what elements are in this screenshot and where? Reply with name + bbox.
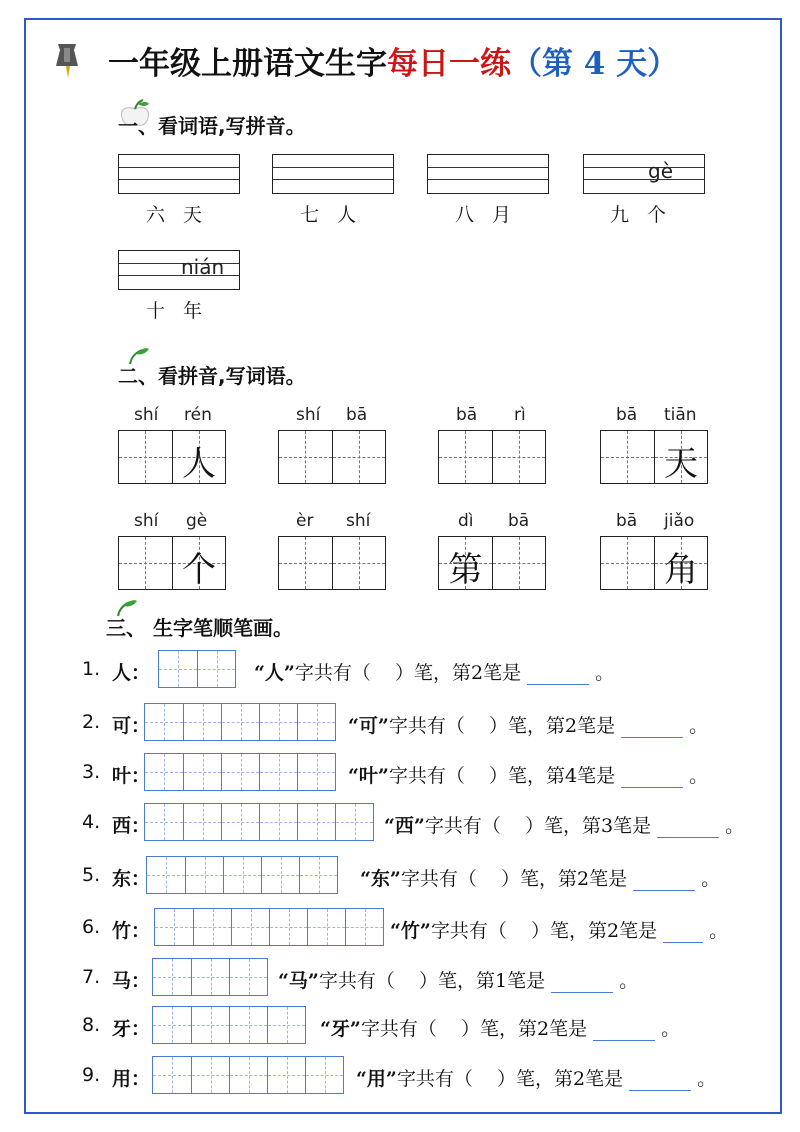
title-daily: 每日一练	[387, 46, 511, 82]
question-part1: 字共有（	[424, 815, 501, 837]
tianzige-pair-4[interactable]	[600, 430, 708, 484]
question-text	[348, 761, 708, 788]
question-part1: 字共有（	[400, 868, 477, 890]
pinyin-answer: gè	[648, 159, 673, 183]
pinyin-label: shí	[134, 405, 159, 425]
question-part2: ）笔，第4笔是	[489, 765, 616, 787]
question-part2: ）笔，第2笔是	[497, 1068, 624, 1090]
question-part1: 字共有（	[430, 920, 507, 942]
pinyin-label: shí	[346, 511, 371, 531]
pinyin-label: èr	[296, 511, 314, 531]
row-char: 西：	[112, 815, 151, 837]
question-end: 。	[709, 920, 729, 942]
row-char: 马：	[112, 970, 151, 992]
question-part2: ）笔，第2笔是	[395, 662, 522, 684]
question-end: 。	[689, 765, 709, 787]
pinyin-label: jiǎo	[664, 511, 695, 531]
quoted-char: “人”	[254, 662, 295, 684]
question-part2: ）笔，第1笔是	[419, 970, 546, 992]
row-number: 8.	[82, 1014, 101, 1036]
question-end: 。	[725, 815, 745, 837]
question-text	[278, 966, 638, 993]
pushpin-icon	[50, 40, 86, 80]
question-part1: 字共有（	[388, 715, 465, 737]
question-part2: ）笔，第2笔是	[489, 715, 616, 737]
question-part2: ）笔，第2笔是	[501, 868, 628, 890]
given-char: 第	[448, 550, 483, 590]
quoted-char: “可”	[348, 715, 389, 737]
tianzige-pair-5[interactable]	[118, 536, 226, 590]
page-title	[108, 38, 678, 83]
row-char: 叶：	[112, 765, 151, 787]
word-label: 七人	[300, 204, 375, 226]
answer-blank[interactable]	[621, 769, 683, 788]
pinyin-box-1[interactable]	[118, 154, 240, 194]
row-char: 竹：	[112, 920, 151, 942]
question-part2: ）笔，第2笔是	[531, 920, 658, 942]
question-text	[348, 711, 708, 738]
row-number: 2.	[82, 711, 101, 733]
answer-blank[interactable]	[551, 974, 613, 993]
pinyin-label: shí	[296, 405, 321, 425]
pinyin-label: bā	[616, 511, 638, 531]
section2-heading: 二、看拼音,写词语。	[118, 364, 306, 388]
question-part1: 字共有（	[396, 1068, 473, 1090]
row-number: 1.	[82, 658, 101, 680]
answer-blank[interactable]	[657, 819, 719, 838]
question-part1: 字共有（	[318, 970, 395, 992]
pinyin-label: bā	[346, 405, 368, 425]
pinyin-label: bā	[456, 405, 478, 425]
question-end: 。	[689, 715, 709, 737]
pinyin-label: rì	[514, 405, 526, 425]
pinyin-box-4[interactable]	[583, 154, 705, 194]
row-number: 3.	[82, 761, 101, 783]
word-label: 九个	[610, 204, 685, 226]
pinyin-label: bā	[616, 405, 638, 425]
stroke-grid[interactable]	[144, 803, 374, 841]
question-end: 。	[701, 868, 721, 890]
question-part2: ）笔，第3笔是	[525, 815, 652, 837]
pinyin-label: bā	[508, 511, 530, 531]
pinyin-box-3[interactable]	[427, 154, 549, 194]
question-end: 。	[661, 1018, 681, 1040]
section1-heading: 一、看词语,写拼音。	[118, 114, 306, 138]
pinyin-label: shí	[134, 511, 159, 531]
tianzige-pair-6[interactable]	[278, 536, 386, 590]
answer-blank[interactable]	[633, 872, 695, 891]
answer-blank[interactable]	[663, 924, 703, 943]
row-char: 东：	[112, 868, 151, 890]
question-text	[320, 1014, 680, 1041]
answer-blank[interactable]	[593, 1022, 655, 1041]
quoted-char: “用”	[356, 1068, 397, 1090]
given-char: 天	[663, 444, 698, 484]
pinyin-box-2[interactable]	[272, 154, 394, 194]
tianzige-pair-3[interactable]	[438, 430, 546, 484]
given-char: 角	[663, 550, 698, 590]
quoted-char: “牙”	[320, 1018, 361, 1040]
word-label: 八月	[455, 204, 530, 226]
pinyin-label: gè	[186, 511, 208, 531]
row-char: 用：	[112, 1068, 151, 1090]
tianzige-pair-7[interactable]	[438, 536, 546, 590]
given-char: 人	[181, 444, 216, 484]
row-number: 9.	[82, 1064, 101, 1086]
pinyin-answer: nián	[181, 255, 225, 279]
question-end: 。	[619, 970, 639, 992]
title-main: 一年级上册语文生字	[108, 46, 387, 82]
pinyin-label: dì	[458, 511, 474, 531]
word-label: 十年	[146, 300, 221, 322]
quoted-char: “西”	[384, 815, 425, 837]
stroke-grid[interactable]	[158, 650, 236, 688]
row-number: 4.	[82, 811, 101, 833]
stroke-grid[interactable]	[152, 1056, 344, 1094]
title-day: （第 4 天）	[511, 46, 679, 82]
question-part1: 字共有（	[388, 765, 465, 787]
tianzige-pair-1[interactable]	[118, 430, 226, 484]
question-text	[384, 811, 744, 838]
tianzige-pair-2[interactable]	[278, 430, 386, 484]
question-text	[254, 658, 614, 685]
row-number: 6.	[82, 916, 101, 938]
given-char: 个	[181, 550, 216, 590]
stroke-grid[interactable]	[144, 753, 336, 791]
section3-heading: 三、 生字笔顺笔画。	[106, 616, 293, 640]
quoted-char: “叶”	[348, 765, 389, 787]
quoted-char: “东”	[360, 868, 401, 890]
pinyin-box-5[interactable]	[118, 250, 240, 290]
question-text	[356, 1064, 716, 1091]
question-text	[360, 864, 720, 891]
row-char: 可：	[112, 715, 151, 737]
word-label: 六天	[146, 204, 221, 226]
quoted-char: “马”	[278, 970, 319, 992]
row-number: 7.	[82, 966, 101, 988]
stroke-grid[interactable]	[146, 856, 338, 894]
stroke-grid[interactable]	[152, 1006, 306, 1044]
answer-blank[interactable]	[527, 666, 589, 685]
quoted-char: “竹”	[390, 920, 431, 942]
row-char: 人：	[112, 662, 151, 684]
question-part1: 字共有（	[360, 1018, 437, 1040]
answer-blank[interactable]	[629, 1072, 691, 1091]
row-number: 5.	[82, 864, 101, 886]
stroke-grid[interactable]	[152, 958, 268, 996]
pinyin-label: tiān	[664, 405, 697, 425]
stroke-grid[interactable]	[154, 908, 384, 946]
pinyin-label: rén	[184, 405, 212, 425]
question-end: 。	[595, 662, 615, 684]
question-part1: 字共有（	[294, 662, 371, 684]
row-char: 牙：	[112, 1018, 151, 1040]
tianzige-pair-8[interactable]	[600, 536, 708, 590]
answer-blank[interactable]	[621, 719, 683, 738]
question-text	[390, 916, 728, 943]
stroke-grid[interactable]	[144, 703, 336, 741]
question-end: 。	[697, 1068, 717, 1090]
question-part2: ）笔，第2笔是	[461, 1018, 588, 1040]
